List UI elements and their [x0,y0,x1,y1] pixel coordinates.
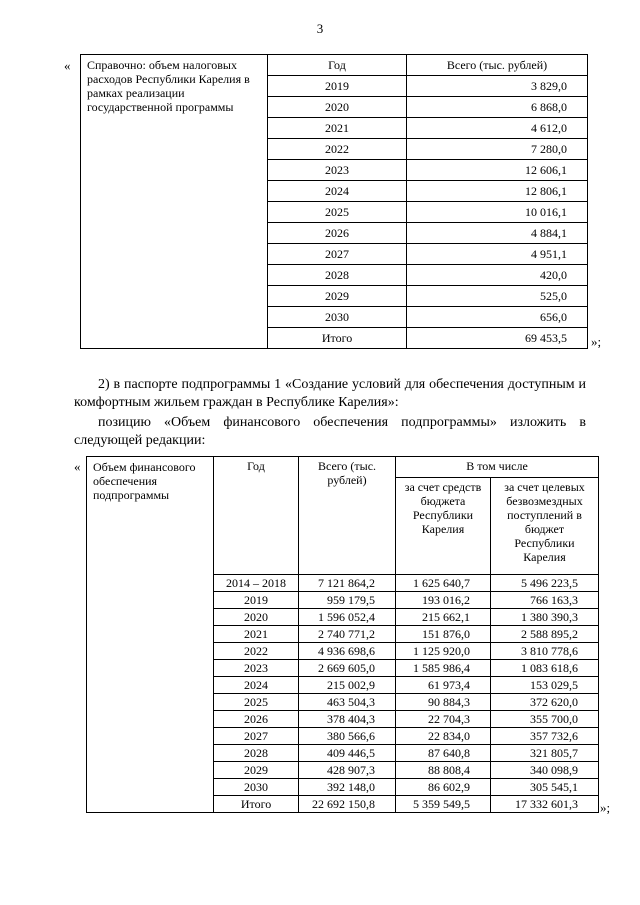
grants-cell: 372 620,0 [491,694,599,711]
total-cell: 12 806,1 [407,181,588,202]
year-cell: 2022 [214,643,299,660]
total-cell: 7 121 864,2 [299,575,396,592]
budget-cell: 215 662,1 [396,609,491,626]
total-cell: 4 884,1 [407,223,588,244]
total-cell: 420,0 [407,265,588,286]
total-cell: 656,0 [407,307,588,328]
total-cell: 1 596 052,4 [299,609,396,626]
year-cell: 2019 [268,76,407,97]
quote-open-2: « [74,459,81,474]
year-cell: 2030 [268,307,407,328]
total-cell: 7 280,0 [407,139,588,160]
table1-col-year: Год [268,55,407,76]
grants-cell: 1 083 618,6 [491,660,599,677]
year-cell: 2024 [214,677,299,694]
total-cell: 463 504,3 [299,694,396,711]
budget-cell: 22 834,0 [396,728,491,745]
year-cell: 2029 [268,286,407,307]
total-cell: 4 612,0 [407,118,588,139]
grants-cell: 321 805,7 [491,745,599,762]
amendment-paragraph-2: позицию «Объем финансового обеспечения подпрограммы» изложить в следующей редакции: [74,415,586,448]
grants-cell: 153 029,5 [491,677,599,694]
total-cell: 378 404,3 [299,711,396,728]
table1-col-total: Всего (тыс. рублей) [407,55,588,76]
table2-label: Объем финансового обеспечения подпрограммы [87,457,214,813]
quote-close-1: »; [591,334,602,349]
table1-label: Справочно: объем налоговых расходов Республики Карелия в рамках реализации государственной программы [81,55,268,349]
budget-cell: 1 585 986,4 [396,660,491,677]
total-cell: 959 179,5 [299,592,396,609]
budget-cell: 22 704,3 [396,711,491,728]
table2-col-budget: за счет средств бюджета Республики Карелия [396,478,491,575]
year-cell: 2022 [268,139,407,160]
page-number: 3 [316,21,324,36]
year-cell: 2028 [268,265,407,286]
total-cell: 2 740 771,2 [299,626,396,643]
table2-col-including: В том числе [396,457,599,478]
total-cell: 10 016,1 [407,202,588,223]
total-cell: 12 606,1 [407,160,588,181]
year-cell: 2021 [214,626,299,643]
grants-cell: 340 098,9 [491,762,599,779]
table2-col-grants: за счет целевых безвозмездных поступлений в бюджет Республики Карелия [491,478,599,575]
total-cell: 3 829,0 [407,76,588,97]
grants-cell: 305 545,1 [491,779,599,796]
year-cell: Итого [268,328,407,349]
budget-cell: 193 016,2 [396,592,491,609]
quote-close-2: »; [600,800,611,815]
subprogram-funding-table [86,456,599,813]
total-cell: 409 446,5 [299,745,396,762]
grants-cell: 17 332 601,3 [491,796,599,813]
total-cell: 380 566,6 [299,728,396,745]
total-cell: 2 669 605,0 [299,660,396,677]
year-cell: Итого [214,796,299,813]
grants-cell: 1 380 390,3 [491,609,599,626]
quote-open-1: « [64,58,71,73]
year-cell: 2021 [268,118,407,139]
grants-cell: 5 496 223,5 [491,575,599,592]
budget-cell: 88 808,4 [396,762,491,779]
total-cell: 22 692 150,8 [299,796,396,813]
grants-cell: 3 810 778,6 [491,643,599,660]
grants-cell: 2 588 895,2 [491,626,599,643]
total-cell: 428 907,3 [299,762,396,779]
budget-cell: 87 640,8 [396,745,491,762]
year-cell: 2020 [268,97,407,118]
budget-cell: 151 876,0 [396,626,491,643]
year-cell: 2026 [268,223,407,244]
year-cell: 2028 [214,745,299,762]
table1-header-row [81,55,588,76]
budget-cell: 5 359 549,5 [396,796,491,813]
budget-cell: 1 625 640,7 [396,575,491,592]
grants-cell: 766 163,3 [491,592,599,609]
total-cell: 69 453,5 [407,328,588,349]
year-cell: 2023 [214,660,299,677]
year-cell: 2025 [268,202,407,223]
total-cell: 525,0 [407,286,588,307]
total-cell: 215 002,9 [299,677,396,694]
total-cell: 6 868,0 [407,97,588,118]
amendment-paragraph-1: 2) в паспорте подпрограммы 1 «Создание условий для обеспечения доступным и комфортным жильем граждан в Республике Карелия»: [74,377,586,410]
year-cell: 2023 [268,160,407,181]
budget-cell: 1 125 920,0 [396,643,491,660]
grants-cell: 357 732,6 [491,728,599,745]
table2-col-total: Всего (тыс. рублей) [299,457,396,575]
year-cell: 2014 – 2018 [214,575,299,592]
table2-header-row-1 [87,457,599,478]
total-cell: 4 936 698,6 [299,643,396,660]
year-cell: 2024 [268,181,407,202]
table2-col-year: Год [214,457,299,575]
year-cell: 2026 [214,711,299,728]
year-cell: 2025 [214,694,299,711]
year-cell: 2019 [214,592,299,609]
tax-expenses-table [80,54,588,349]
budget-cell: 90 884,3 [396,694,491,711]
total-cell: 392 148,0 [299,779,396,796]
total-cell: 4 951,1 [407,244,588,265]
budget-cell: 61 973,4 [396,677,491,694]
year-cell: 2027 [214,728,299,745]
year-cell: 2029 [214,762,299,779]
year-cell: 2027 [268,244,407,265]
budget-cell: 86 602,9 [396,779,491,796]
year-cell: 2020 [214,609,299,626]
grants-cell: 355 700,0 [491,711,599,728]
year-cell: 2030 [214,779,299,796]
